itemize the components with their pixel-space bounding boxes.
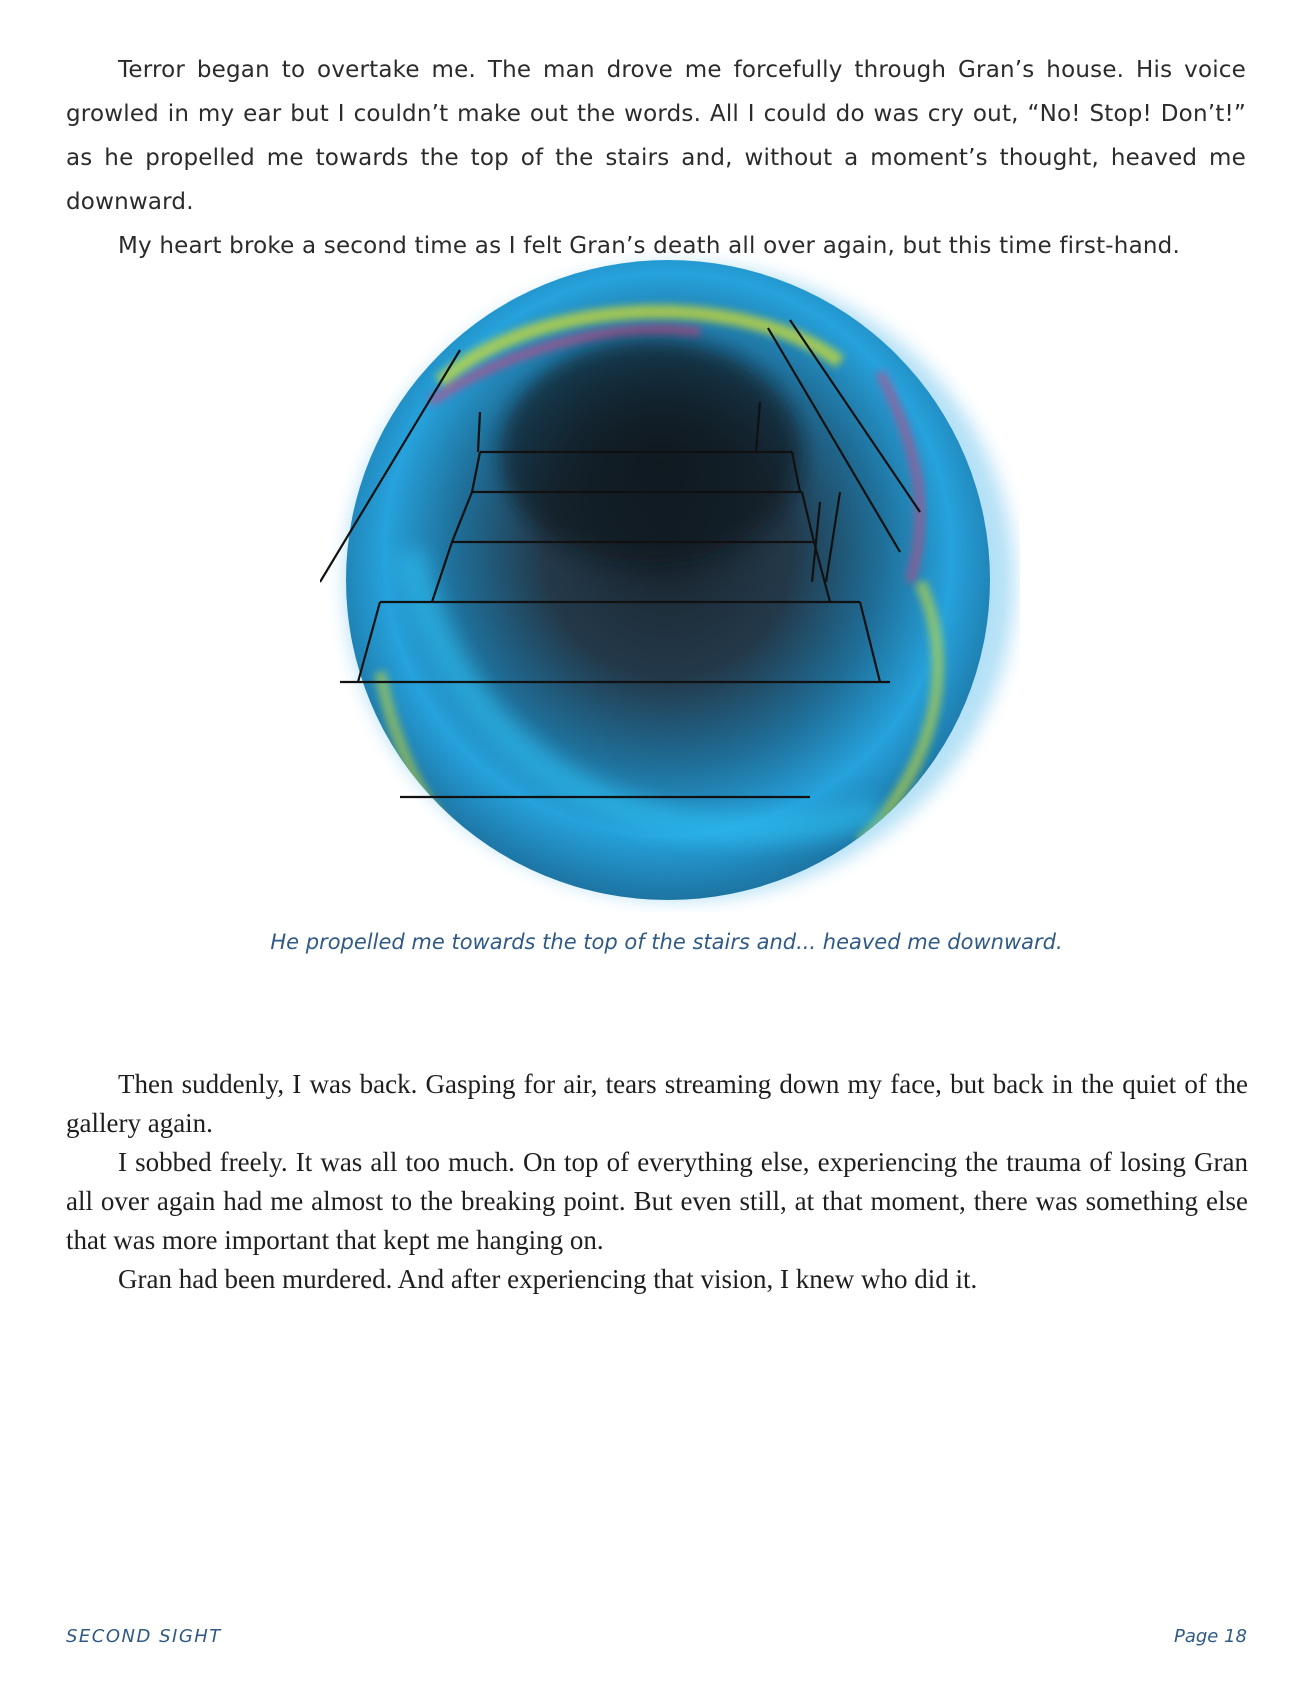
story-paragraph: Gran had been murdered. And after experiencing that vision, I knew who did it.: [118, 1264, 978, 1294]
footer-page-number: Page 18: [1173, 1626, 1247, 1647]
story-paragraph: I sobbed freely. It was all too much. On top of everything else, experiencing the trauma of losing Gran all over again had me almost to the breaking point. But even still, at that moment, there was something else that was more important that kept me hanging on.: [66, 1147, 1248, 1255]
staircase-orb-image: [320, 252, 1020, 912]
vision-text-block: [66, 48, 1246, 268]
footer-book-title: SECOND SIGHT: [66, 1626, 222, 1647]
staircase-vision-illustration: [320, 252, 1020, 912]
story-paragraph: Then suddenly, I was back. Gasping for air, tears streaming down my face, but back in the quiet of the gallery again.: [66, 1069, 1248, 1138]
vision-paragraph: My heart broke a second time as I felt Gran’s death all over again, but this time first-hand.: [118, 233, 1180, 259]
illustration-caption: He propelled me towards the top of the stairs and... heaved me downward.: [270, 930, 1063, 954]
vision-paragraph: Terror began to overtake me. The man drove me forcefully through Gran’s house. His voice growled in my ear but I couldn’t make out the words. All I could do was cry out, “No! Stop! Don’t!” as he propelled me towards the top of the stairs and, without a moment’s thought, heaved me downward.: [66, 57, 1246, 215]
story-text-block: [66, 1065, 1248, 1299]
